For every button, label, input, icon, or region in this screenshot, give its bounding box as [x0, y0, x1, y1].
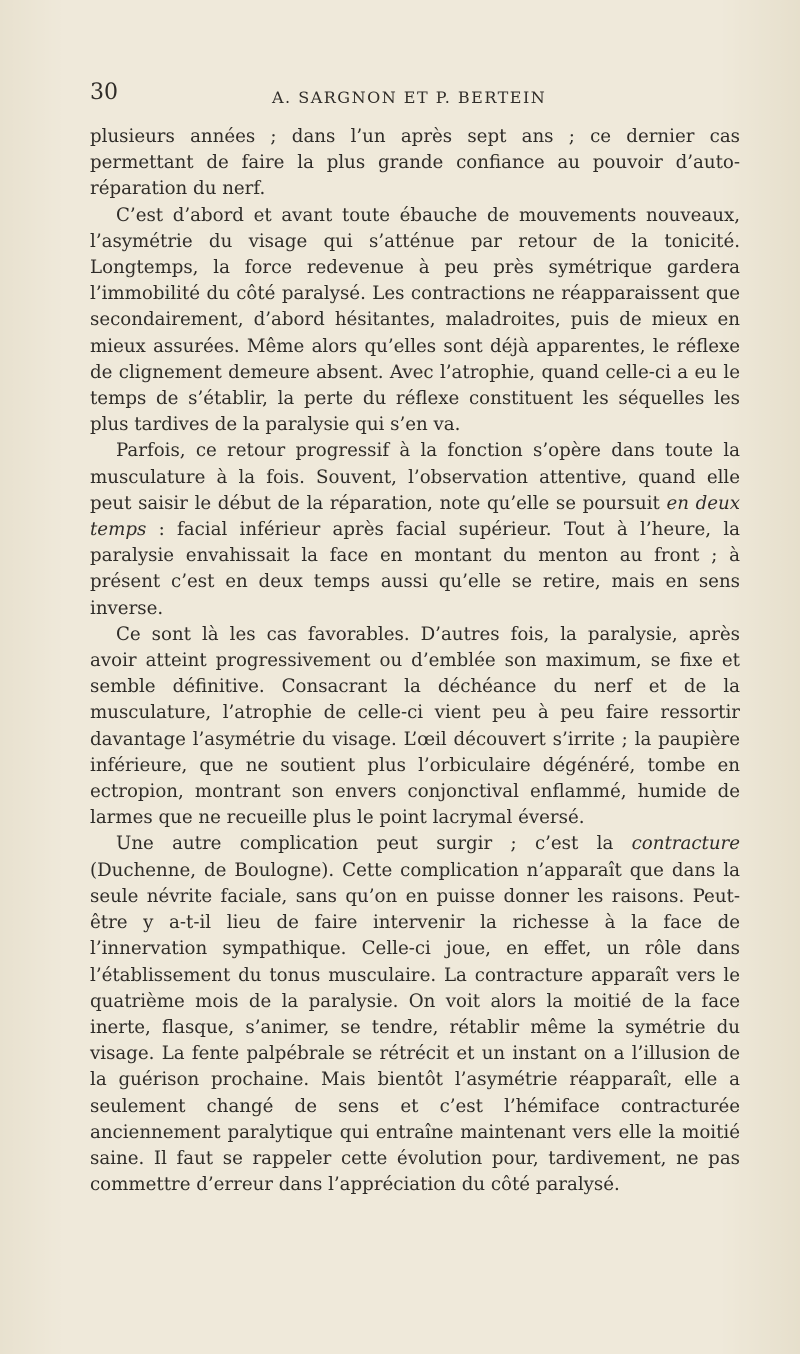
paragraph-4	[90, 622, 740, 832]
paragraph-1	[90, 124, 740, 203]
page-header	[90, 80, 750, 116]
italic-term-contracture: contracture	[631, 833, 740, 855]
paragraph-5-text-end: (Duchenne, de Boulogne). Cette complication n’apparaît que dans la seule névrite faciale, sans qu’on en puisse donner les raisons. Peut-être y a-t-il lieu de faire intervenir la richesse à la face de l’innervation sympathique. Celle-ci joue, en effet, un rôle dans l’établissement du tonus musculaire. La contracture apparaît vers le quatrième mois de la paralysie. On voit alors la moitié de la face inerte, flasque, s’animer, se tendre, rétablir même la symétrie du visage. La fente palpébrale se rétrécit et un instant on a l’illusion de la guérison prochaine. Mais bientôt l’asymétrie réapparaît, elle a seulement changé de sens et c’est l’hémiface contracturée anciennement paralytique qui entraîne maintenant vers elle la moitié saine. Il faut se rappeler cette évolution pour, tardivement, ne pas commettre d’erreur dans l’appréciation du côté paralysé.	[90, 859, 740, 1196]
paragraph-2	[90, 203, 740, 439]
paragraph-3-text-start: Parfois, ce retour progressif à la fonction s’opère dans toute la musculature à la fois. Souvent, l’observation attentive, quand elle peut saisir le début de la réparation, note qu’elle se poursuit	[90, 440, 740, 514]
paragraph-4-text: Ce sont là les cas favorables. D’autres fois, la paralysie, après avoir atteint progressivement ou d’emblée son maximum, se fixe et semble définitive. Consacrant la déchéance du nerf et de la musculature, l’atrophie de celle-ci vient peu à peu faire ressortir davantage l’asymétrie du visage. L’œil découvert s’irrite ; la paupière inférieure, que ne soutient plus l’orbiculaire dégénéré, tombe en ectropion, montrant son envers conjonctival enflammé, humide de larmes que ne recueille plus le point lacrymal éversé.	[90, 623, 740, 829]
italic-phrase-en-deux-temps: en deux temps	[90, 492, 740, 541]
paragraph-5	[90, 831, 740, 1198]
paragraph-1-text: plusieurs années ; dans l’un après sept ans ; ce dernier cas permettant de faire la plus grande confiance au pouvoir d’auto-réparation du nerf.	[90, 126, 740, 200]
body-text	[90, 124, 740, 1198]
paragraph-2-text: C’est d’abord et avant toute ébauche de mouvements nouveaux, l’asymétrie du visage qui s’atténue par retour de la tonicité. Longtemps, la force redevenue à peu près symétrique gardera l’immobilité du côté paralysé. Les contractions ne réapparaissent que secondairement, d’abord hésitantes, maladroites, puis de mieux en mieux assurées. Même alors qu’elles sont déjà apparentes, le réflexe de clignement demeure absent. Avec l’atrophie, quand celle-ci a eu le temps de s’établir, la perte du réflexe constituent les séquelles les plus tardives de la paralysie qui s’en va.	[90, 204, 740, 436]
page-number: 30	[90, 80, 118, 105]
running-head: A. SARGNON ET P. BERTEIN	[272, 88, 547, 107]
paragraph-3-text-end: : facial inférieur après facial supérieur. Tout à l’heure, la paralysie envahissait la face en montant du menton au front ; à présent c’est en deux temps aussi qu’elle se retire, mais en sens inverse.	[90, 519, 740, 619]
paragraph-5-text-start: Une autre complication peut surgir ; c’est la	[116, 833, 632, 855]
paragraph-3	[90, 438, 740, 621]
